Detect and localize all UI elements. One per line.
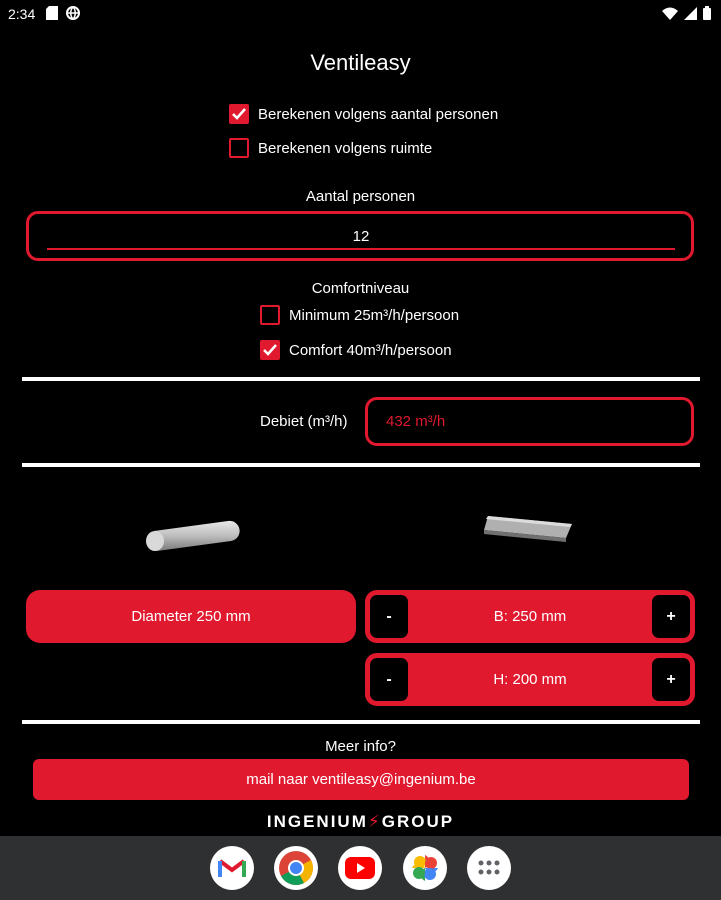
calc-by-room-checkbox[interactable] bbox=[229, 138, 249, 158]
divider bbox=[22, 377, 700, 381]
diameter-button[interactable]: Diameter 250 mm bbox=[26, 590, 356, 643]
brand-name-left: INGENIUM bbox=[266, 812, 368, 831]
photos-icon[interactable] bbox=[403, 846, 447, 890]
height-increment-button[interactable]: + bbox=[652, 658, 690, 701]
app-drawer-icon[interactable] bbox=[467, 846, 511, 890]
signal-icon bbox=[684, 7, 697, 23]
calc-by-room-option[interactable] bbox=[229, 138, 432, 158]
battery-icon bbox=[703, 6, 711, 23]
divider bbox=[22, 463, 700, 467]
height-stepper bbox=[365, 653, 695, 706]
checkmark-icon bbox=[232, 108, 246, 120]
persons-input[interactable] bbox=[47, 224, 675, 250]
app-title: Ventileasy bbox=[310, 50, 411, 75]
comfort-minimum-label: Minimum 25m³/h/persoon bbox=[289, 306, 460, 324]
width-increment-button[interactable]: + bbox=[652, 595, 690, 638]
calc-by-persons-label: Berekenen volgens aantal personen bbox=[258, 105, 499, 123]
width-stepper bbox=[365, 590, 695, 643]
more-info-label: Meer info? bbox=[325, 738, 396, 755]
comfort-comfort-label: Comfort 40m³/h/persoon bbox=[289, 341, 452, 359]
status-time: 2:34 bbox=[8, 6, 36, 22]
vpn-globe-icon bbox=[66, 6, 80, 23]
debiet-label: Debiet (m³/h) bbox=[260, 413, 348, 430]
wifi-icon bbox=[662, 7, 678, 23]
calc-by-persons-checkbox[interactable] bbox=[229, 104, 249, 124]
divider bbox=[22, 720, 700, 724]
calc-by-room-label: Berekenen volgens ruimte bbox=[258, 139, 433, 157]
checkmark-icon bbox=[263, 344, 277, 356]
comfort-minimum-checkbox[interactable] bbox=[260, 305, 280, 325]
comfort-comfort-checkbox[interactable] bbox=[260, 340, 280, 360]
height-value: H: 200 mm bbox=[493, 671, 567, 688]
chrome-icon[interactable] bbox=[274, 846, 318, 890]
width-decrement-button[interactable]: - bbox=[370, 595, 408, 638]
sd-card-icon bbox=[46, 6, 58, 23]
comfort-label: Comfortniveau bbox=[311, 280, 410, 297]
round-duct-image bbox=[140, 512, 240, 556]
app-dock bbox=[0, 836, 721, 900]
debiet-value-box bbox=[365, 397, 694, 446]
persons-field-box bbox=[26, 211, 694, 261]
width-value: B: 250 mm bbox=[493, 608, 567, 625]
debiet-value: 432 m³/h bbox=[386, 413, 446, 430]
youtube-icon[interactable] bbox=[338, 846, 382, 890]
brand-logo bbox=[0, 812, 721, 832]
rect-duct-image bbox=[482, 510, 574, 550]
persons-label: Aantal personen bbox=[305, 188, 416, 205]
brand-bolt: ⚡ bbox=[367, 812, 382, 831]
status-bar bbox=[0, 0, 721, 28]
gmail-icon[interactable] bbox=[210, 846, 254, 890]
comfort-minimum-option[interactable] bbox=[260, 305, 459, 325]
height-decrement-button[interactable]: - bbox=[370, 658, 408, 701]
mail-button[interactable]: mail naar ventileasy@ingenium.be bbox=[33, 759, 689, 800]
comfort-comfort-option[interactable] bbox=[260, 340, 452, 360]
brand-name-right: GROUP bbox=[381, 812, 455, 831]
calc-by-persons-option[interactable] bbox=[229, 104, 498, 124]
